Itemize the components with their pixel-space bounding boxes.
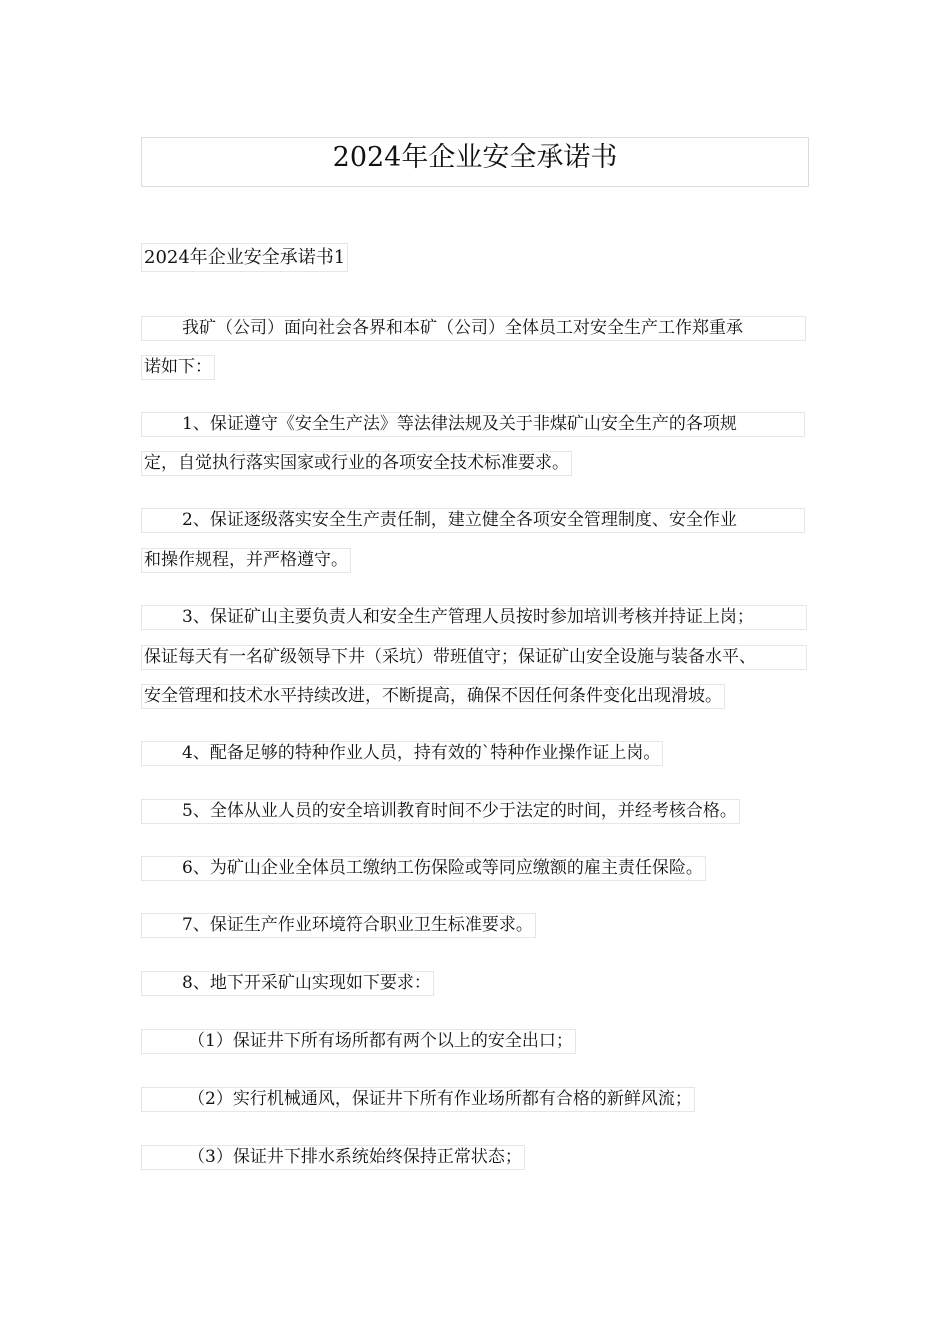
document-title: 2024年企业安全承诺书 — [141, 137, 809, 187]
item-7: 7、保证生产作业环境符合职业卫生标准要求。 — [141, 913, 536, 938]
intro-line-1: 我矿（公司）面向社会各界和本矿（公司）全体员工对安全生产工作郑重承 — [141, 316, 806, 341]
section-heading: 2024年企业安全承诺书1 — [141, 243, 348, 272]
item-2-line-2: 和操作规程，并严格遵守。 — [141, 548, 351, 573]
item-1-line-2: 定，自觉执行落实国家或行业的各项安全技术标准要求。 — [141, 451, 572, 476]
intro-line-2: 诺如下： — [141, 355, 215, 380]
item-3-line-1: 3、保证矿山主要负责人和安全生产管理人员按时参加培训考核并持证上岗； — [141, 605, 807, 630]
item-5: 5、全体从业人员的安全培训教育时间不少于法定的时间，并经考核合格。 — [141, 799, 740, 824]
item-8-sub-3: （3）保证井下排水系统始终保持正常状态； — [141, 1145, 525, 1170]
item-6: 6、为矿山企业全体员工缴纳工伤保险或等同应缴额的雇主责任保险。 — [141, 856, 706, 881]
item-2-line-1: 2、保证逐级落实安全生产责任制，建立健全各项安全管理制度、安全作业 — [141, 508, 805, 533]
item-1-line-1: 1、保证遵守《安全生产法》等法律法规及关于非煤矿山安全生产的各项规 — [141, 412, 805, 437]
item-8-sub-1: （1）保证井下所有场所都有两个以上的安全出口； — [141, 1029, 576, 1054]
item-8-sub-2: （2）实行机械通风，保证井下所有作业场所都有合格的新鲜风流； — [141, 1087, 695, 1112]
item-3-line-2: 保证每天有一名矿级领导下井（采坑）带班值守；保证矿山安全设施与装备水平、 — [141, 645, 807, 670]
item-4: 4、配备足够的特种作业人员，持有效的`特种作业操作证上岗。 — [141, 741, 663, 766]
item-8: 8、地下开采矿山实现如下要求： — [141, 971, 434, 996]
item-3-line-3: 安全管理和技术水平持续改进，不断提高，确保不因任何条件变化出现滑坡。 — [141, 684, 725, 709]
